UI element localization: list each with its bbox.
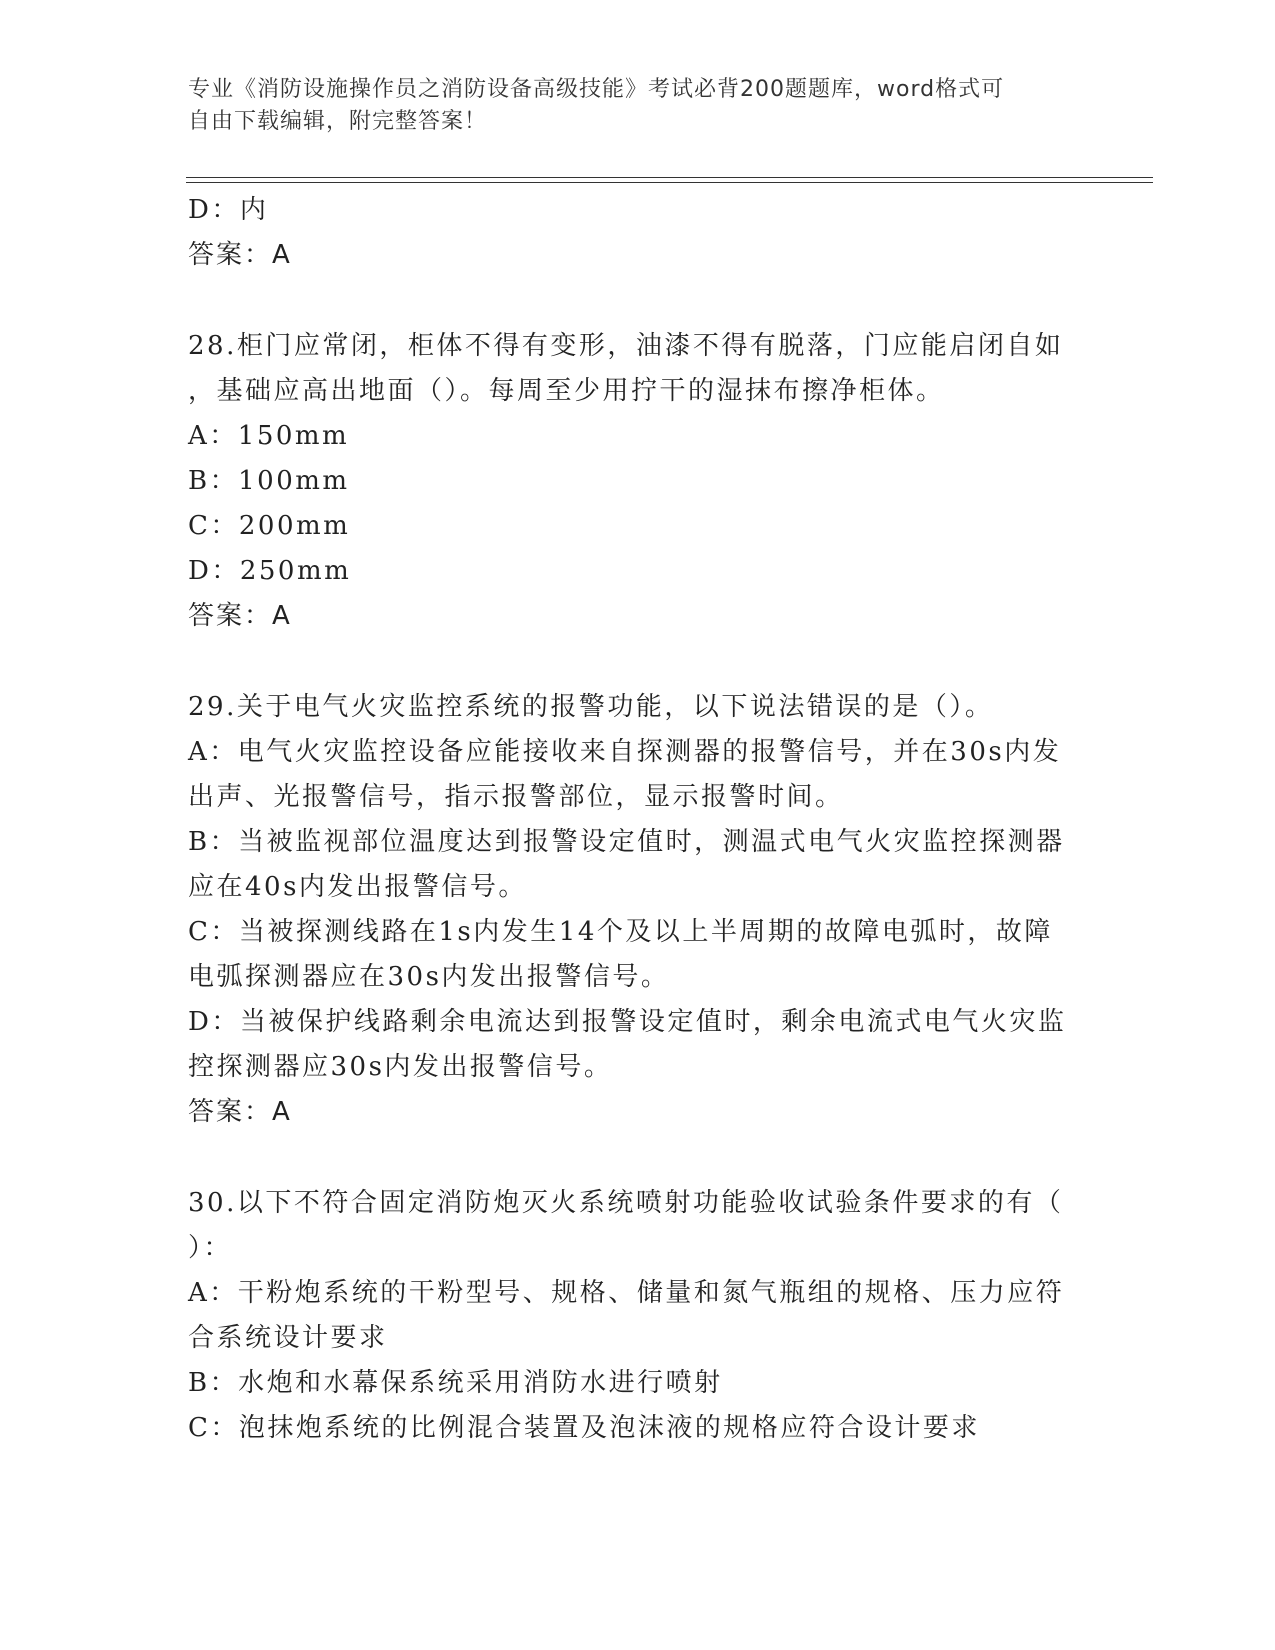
option-a-continued: 合系统设计要求 xyxy=(188,1323,388,1353)
question-stem: 29.关于电气火灾监控系统的报警功能，以下说法错误的是（）。 xyxy=(188,692,994,722)
header-line-2: 自由下载编辑，附完整答案！ xyxy=(188,109,488,134)
question-stem: 30.以下不符合固定消防炮灭火系统喷射功能验收试验条件要求的有（ xyxy=(188,1188,1064,1218)
option-c: C：泡抹炮系统的比例混合装置及泡沫液的规格应符合设计要求 xyxy=(188,1413,980,1443)
option-d: D：250mm xyxy=(188,556,352,586)
header-divider-top xyxy=(186,177,1153,178)
document-body xyxy=(188,188,1078,1451)
option-b: B：100mm xyxy=(188,466,350,496)
option-b: B：当被监视部位温度达到报警设定值时，测温式电气火灾监控探测器 xyxy=(188,827,1065,857)
option-a: A：干粉炮系统的干粉型号、规格、储量和氮气瓶组的规格、压力应符 xyxy=(188,1278,1065,1308)
option-d-continued: 控探测器应30s内发出报警信号。 xyxy=(188,1052,613,1082)
option-a-continued: 出声、光报警信号，指示报警部位，显示报警时间。 xyxy=(188,782,844,812)
answer: 答案：A xyxy=(188,240,292,270)
option-d: D：当被保护线路剩余电流达到报警设定值时，剩余电流式电气火灾监 xyxy=(188,1007,1067,1037)
option-a: A：电气火灾监控设备应能接收来自探测器的报警信号，并在30s内发 xyxy=(188,737,1062,767)
question-stem: 28.柜门应常闭，柜体不得有变形，油漆不得有脱落，门应能启闭自如 xyxy=(188,331,1064,361)
option-c: C：200mm xyxy=(188,511,351,541)
header-divider-bottom xyxy=(186,182,1153,183)
spacer xyxy=(188,278,1078,324)
option-b-continued: 应在40s内发出报警信号。 xyxy=(188,872,527,902)
question-27-tail xyxy=(188,188,1078,278)
option-c-continued: 电弧探测器应在30s内发出报警信号。 xyxy=(188,962,670,992)
answer: 答案：A xyxy=(188,601,292,631)
question-30 xyxy=(188,1181,1078,1451)
option-a: A：150mm xyxy=(188,421,350,451)
question-stem: ，基础应高出地面（）。每周至少用拧干的湿抹布擦净柜体。 xyxy=(188,376,945,406)
answer: 答案：A xyxy=(188,1097,292,1127)
question-28 xyxy=(188,324,1078,639)
header-line-1: 专业《消防设施操作员之消防设备高级技能》考试必背200题题库，word格式可 xyxy=(188,77,1005,102)
question-stem: ）： xyxy=(188,1233,233,1263)
option-c: C：当被探测线路在1s内发生14个及以上半周期的故障电弧时，故障 xyxy=(188,917,1053,947)
spacer xyxy=(188,639,1078,685)
option-b: B：水炮和水幕保系统采用消防水进行喷射 xyxy=(188,1368,723,1398)
question-29 xyxy=(188,685,1078,1135)
option-d: D：内 xyxy=(188,195,269,225)
page-header xyxy=(188,74,1068,138)
spacer xyxy=(188,1135,1078,1181)
